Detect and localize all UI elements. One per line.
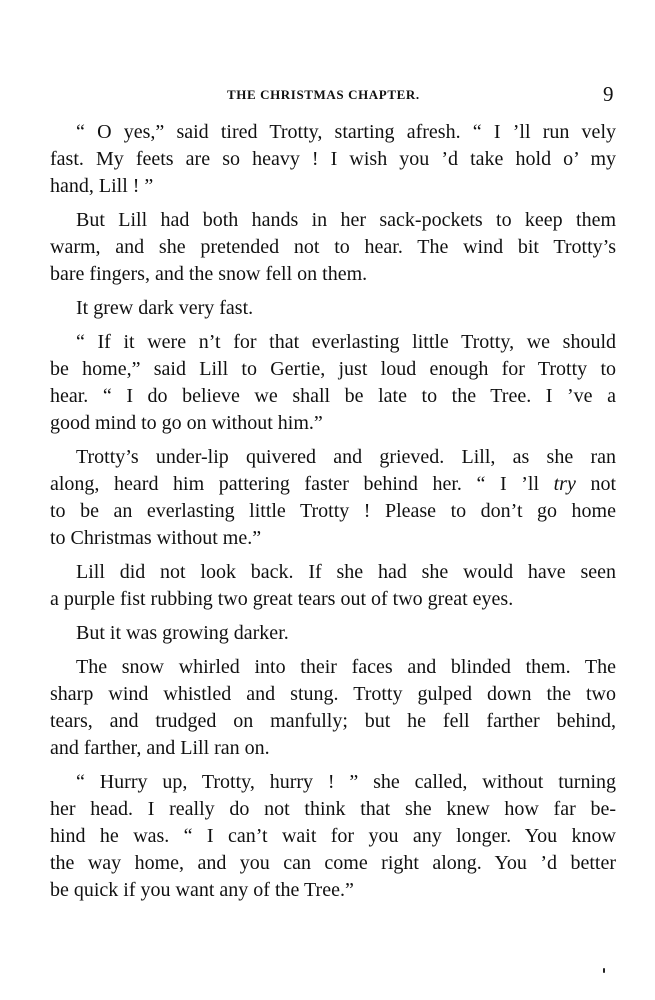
page-number: 9 bbox=[603, 82, 614, 106]
paragraph bbox=[50, 559, 616, 613]
page-header bbox=[0, 82, 655, 107]
text-line: fast. My feets are so heavy ! I wish you ’d take hold o’ my bbox=[50, 148, 616, 170]
text-line: to Christmas without me.” bbox=[50, 527, 262, 549]
text-line: Lill did not look back. If she had she would have seen bbox=[76, 561, 616, 583]
text-line: The snow whirled into their faces and blinded them. The bbox=[76, 656, 616, 678]
text-line: It grew dark very fast. bbox=[76, 297, 254, 319]
text-line: and farther, and Lill ran on. bbox=[50, 737, 270, 759]
text-line: be quick if you want any of the Tree.” bbox=[50, 879, 354, 901]
paragraph bbox=[50, 119, 616, 200]
text-line: the way home, and you can come right along. You ’d better bbox=[50, 852, 616, 874]
text-line: Trotty’s under-lip quivered and grieved. Lill, as she ran bbox=[76, 446, 616, 468]
text-line: be home,” said Lill to Gertie, just loud enough for Trotty to bbox=[50, 358, 616, 380]
text-line: sharp wind whistled and stung. Trotty gulped down the two bbox=[50, 683, 616, 705]
paragraph bbox=[50, 620, 616, 647]
text-line: hind he was. “ I can’t wait for you any longer. You know bbox=[50, 825, 616, 847]
text-line: good mind to go on without him.” bbox=[50, 412, 323, 434]
text-line: hand, Lill ! ” bbox=[50, 175, 154, 197]
body-text bbox=[50, 119, 616, 911]
text-line: warm, and she pretended not to hear. The wind bit Trotty’s bbox=[50, 236, 616, 258]
paragraph bbox=[50, 295, 616, 322]
paragraph bbox=[50, 444, 616, 552]
text-line: “ If it were n’t for that everlasting little Trotty, we should bbox=[76, 331, 616, 353]
paragraph bbox=[50, 769, 616, 904]
print-speck bbox=[603, 968, 605, 973]
paragraph bbox=[50, 207, 616, 288]
text-line: tears, and trudged on manfully; but he fell farther behind, bbox=[50, 710, 616, 732]
emphasis: try bbox=[553, 473, 576, 495]
running-head: THE CHRISTMAS CHAPTER. bbox=[227, 87, 420, 102]
text-line: hear. “ I do believe we shall be late to the Tree. I ’ve a bbox=[50, 385, 616, 407]
text-line: But Lill had both hands in her sack-pockets to keep them bbox=[76, 209, 616, 231]
paragraph bbox=[50, 654, 616, 762]
text-line: a purple fist rubbing two great tears out of two great eyes. bbox=[50, 588, 514, 610]
text-line: her head. I really do not think that she knew how far be- bbox=[50, 798, 616, 820]
text-line: along, heard him pattering faster behind her. “ I ’ll try not bbox=[50, 473, 616, 495]
text-line: “ Hurry up, Trotty, hurry ! ” she called, without turning bbox=[76, 771, 616, 793]
paragraph bbox=[50, 329, 616, 437]
text-line: to be an everlasting little Trotty ! Please to don’t go home bbox=[50, 500, 616, 522]
text-line: But it was growing darker. bbox=[76, 622, 289, 644]
text-line: bare fingers, and the snow fell on them. bbox=[50, 263, 368, 285]
text-line: “ O yes,” said tired Trotty, starting afresh. “ I ’ll run vely bbox=[76, 121, 616, 143]
